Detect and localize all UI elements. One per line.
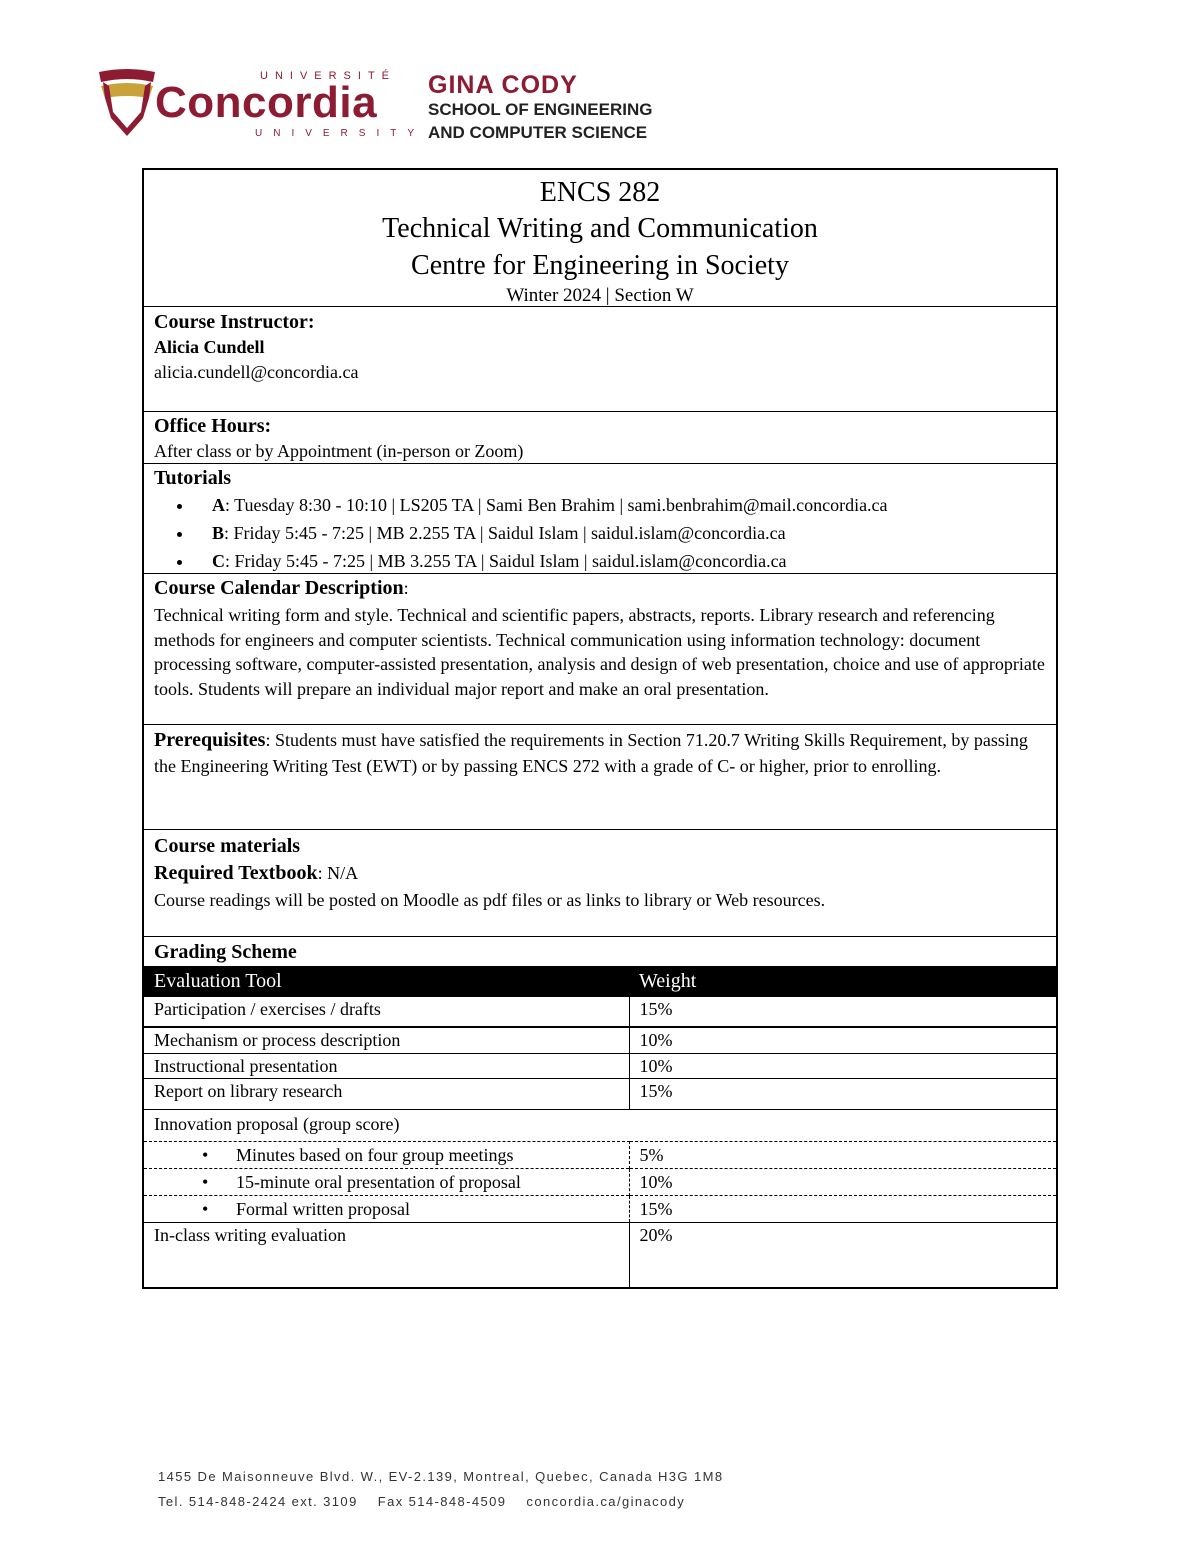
tutorial-code: A xyxy=(212,495,225,515)
logo-university-text: UNIVERSITY xyxy=(255,128,426,139)
tutorials-list xyxy=(154,491,1046,575)
grading-row xyxy=(144,1054,1056,1079)
concordia-logo xyxy=(97,68,426,148)
course-term: Winter 2024 | Section W xyxy=(506,285,694,306)
logo-concordia-wordmark: Concordia xyxy=(155,78,378,127)
concordia-shield-icon xyxy=(97,68,157,138)
evaluation-weight: 10% xyxy=(629,1027,1056,1054)
grading-header-row xyxy=(144,966,1056,997)
prerequisites-paragraph xyxy=(154,727,1046,779)
tutorial-code: C xyxy=(212,551,225,571)
materials-label: Course materials xyxy=(154,835,301,857)
tutorials-section xyxy=(144,463,1056,573)
school-name: GINA CODY xyxy=(428,71,578,99)
logo-universite-text: UNIVERSITÉ xyxy=(260,70,397,82)
evaluation-weight: 10% xyxy=(629,1169,1056,1196)
readings-text: Course readings will be posted on Moodle as pdf files or as links to library or Web resources. xyxy=(154,890,826,910)
office-hours-label: Office Hours: xyxy=(154,415,272,437)
evaluation-subtool xyxy=(144,1142,629,1169)
grading-row xyxy=(144,1079,1056,1110)
tutorials-label: Tutorials xyxy=(154,467,232,489)
page-footer xyxy=(158,1464,723,1514)
evaluation-weight: 15% xyxy=(629,997,1056,1027)
description-colon: : xyxy=(403,578,409,598)
grading-label: Grading Scheme xyxy=(154,941,297,963)
tutorial-item xyxy=(194,491,1046,519)
grading-subrow xyxy=(144,1142,1056,1169)
tutorial-code: B xyxy=(212,523,225,543)
subtool-label: • Minutes based on four group meetings xyxy=(154,1145,513,1165)
school-logo xyxy=(428,72,653,144)
subtool-label: • 15-minute oral presentation of proposal xyxy=(154,1172,521,1192)
evaluation-weight: 15% xyxy=(629,1196,1056,1223)
evaluation-weight: 5% xyxy=(629,1142,1056,1169)
instructor-name: Alicia Cundell xyxy=(154,337,265,357)
grading-row xyxy=(144,997,1056,1027)
evaluation-tool: Participation / exercises / drafts xyxy=(144,997,629,1027)
evaluation-weight: 15% xyxy=(629,1079,1056,1110)
tutorial-details: : Friday 5:45 - 7:25 | MB 3.255 TA | Saidul Islam | saidul.islam@concordia.ca xyxy=(225,551,787,571)
tutorial-item xyxy=(194,547,1046,575)
column-header-tool: Evaluation Tool xyxy=(144,966,629,997)
description-section xyxy=(144,573,1056,724)
description-heading xyxy=(154,575,1046,603)
grading-group-row xyxy=(144,1110,1056,1142)
evaluation-tool: Report on library research xyxy=(144,1079,629,1110)
group-project-label: Innovation proposal (group score) xyxy=(144,1110,1056,1142)
instructor-section xyxy=(144,306,1056,411)
prerequisites-label: Prerequisites xyxy=(154,729,266,751)
grading-heading xyxy=(144,936,1056,966)
evaluation-weight: 20% xyxy=(629,1223,1056,1287)
tutorial-details: : Friday 5:45 - 7:25 | MB 2.255 TA | Saidul Islam | saidul.islam@concordia.ca xyxy=(224,523,786,543)
column-header-weight: Weight xyxy=(629,966,1056,997)
tutorial-item xyxy=(194,519,1046,547)
instructor-email[interactable]: alicia.cundell@concordia.ca xyxy=(154,362,359,382)
office-hours-text: After class or by Appointment (in-person or Zoom) xyxy=(154,441,524,461)
school-line-2: AND COMPUTER SCIENCE xyxy=(428,123,648,142)
footer-contact: Tel. 514-848-2424 ext. 3109 Fax 514-848-4509 concordia.ca/ginacody xyxy=(158,1494,686,1509)
prerequisites-text: : Students must have satisfied the requirements in Section 71.20.7 Writing Skills Requirement, by passing the Engineering Writing Test (EWT) or by passing ENCS 272 with a grade of C- or higher, prior to enrolling. xyxy=(154,730,1028,776)
course-centre: Centre for Engineering in Society xyxy=(411,250,789,281)
textbook-value: : N/A xyxy=(317,863,359,883)
footer-address: 1455 De Maisonneuve Blvd. W., EV-2.139, Montreal, Quebec, Canada H3G 1M8 xyxy=(158,1469,724,1484)
grading-row xyxy=(144,1027,1056,1054)
course-code: ENCS 282 xyxy=(539,177,661,208)
grading-row xyxy=(144,1223,1056,1287)
evaluation-subtool xyxy=(144,1169,629,1196)
course-name: Technical Writing and Communication xyxy=(382,213,818,244)
grading-table xyxy=(144,966,1056,1287)
course-title-block xyxy=(144,170,1056,306)
evaluation-subtool xyxy=(144,1196,629,1223)
evaluation-tool: Instructional presentation xyxy=(144,1054,629,1079)
textbook-line xyxy=(154,860,1046,888)
description-label: Course Calendar Description xyxy=(154,577,404,599)
course-outline-table xyxy=(142,168,1058,1289)
description-text: Technical writing form and style. Technical and scientific papers, abstracts, reports. Library research and referencing methods for engineers and computer scientists. Technical communication using information technology: document processing software, computer-assisted presentation, analysis and design of web presentation, choice and use of appropriate tools. Students will prepare an individual major report and make an oral presentation. xyxy=(154,605,1045,699)
evaluation-weight: 10% xyxy=(629,1054,1056,1079)
subtool-label: • Formal written proposal xyxy=(154,1199,410,1219)
grading-subrow xyxy=(144,1196,1056,1223)
materials-section xyxy=(144,829,1056,936)
textbook-label: Required Textbook xyxy=(154,862,318,884)
prerequisites-section xyxy=(144,724,1056,829)
tutorial-details: : Tuesday 8:30 - 10:10 | LS205 TA | Sami Ben Brahim | sami.benbrahim@mail.concordia.ca xyxy=(225,495,888,515)
instructor-label: Course Instructor: xyxy=(154,311,315,333)
grading-subrow xyxy=(144,1169,1056,1196)
evaluation-tool: Mechanism or process description xyxy=(144,1027,629,1054)
evaluation-tool: In-class writing evaluation xyxy=(144,1223,629,1287)
office-hours-section xyxy=(144,411,1056,463)
school-line-1: SCHOOL OF ENGINEERING xyxy=(428,100,653,119)
